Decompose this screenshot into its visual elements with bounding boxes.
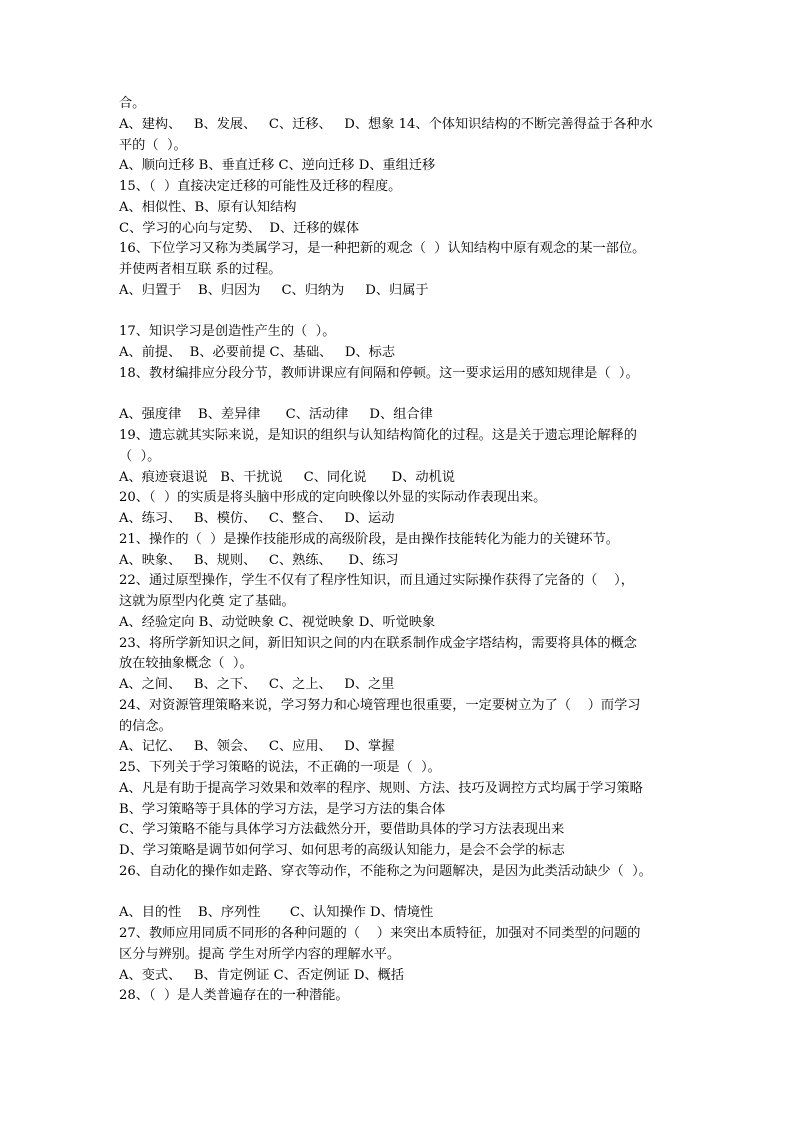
text-line: （ ）。 xyxy=(119,448,161,464)
text-line: 放在较抽象概念（ ）。 xyxy=(119,656,253,672)
text-line: A、归置于 B、归因为 C、归纳为 D、归属于 xyxy=(119,282,429,298)
text-line: 24、对资源管理策略来说，学习努力和心境管理也很重要，一定要树立为了（ ）而学习 xyxy=(119,697,641,713)
text-line: 23、将所学新知识之间，新旧知识之间的内在联系制作成金字塔结构，需要将具体的概念 xyxy=(119,635,637,651)
text-line: 并使两者相互联 系的过程。 xyxy=(119,262,282,277)
text-line: A、练习、 B、模仿、 C、整合、 D、运动 xyxy=(119,511,395,526)
text-line: 16、下位学习又称为类属学习，是一种把新的观念（ ）认知结构中原有观念的某一部位。 xyxy=(119,241,646,257)
text-line: 25、下列关于学习策略的说法，不正确的一项是（ ）。 xyxy=(119,760,441,775)
text-line: D、学习策略是调节如何学习、如何思考的高级认知能力，是会不会学的标志 xyxy=(119,843,565,858)
text-line: A、顺向迁移 B、垂直迁移 C、逆向迁移 D、重组迁移 xyxy=(119,158,436,174)
text-line: A、目的性 B、序列性 C、认知操作 D、情境性 xyxy=(119,905,434,921)
text-line: A、建构、 B、发展、 C、迁移、 D、想象 14、个体知识结构的不断完善得益于各种水 xyxy=(119,116,653,132)
text-line: 平的（ ）。 xyxy=(119,137,187,153)
text-line: A、变式、 B、肯定例证 C、否定例证 D、概括 xyxy=(119,967,405,983)
text-line: 27、教师应用同质不同形的各种问题的（ ）来突出本质特征，加强对不同类型的问题的 xyxy=(119,926,641,941)
text-line: B、学习策略等于具体的学习方法，是学习方法的集合体 xyxy=(119,801,446,817)
text-line: A、痕迹衰退说 B、干扰说 C、同化说 D、动机说 xyxy=(119,469,455,485)
text-line: A、凡是有助于提高学习效果和效率的程序、规则、方法、技巧及调控方式均属于学习策略 xyxy=(119,780,643,796)
text-line: 17、知识学习是创造性产生的（ ）。 xyxy=(119,324,336,340)
text-line: 18、教材编排应分段分节，教师讲课应有间隔和停顿。这一要求运用的感知规律是（ ）。 xyxy=(119,365,639,381)
text-line: 15、（ ）直接决定迁移的可能性及迁移的程度。 xyxy=(119,179,402,194)
text-line: 19、遗忘就其实际来说，是知识的组织与认知结构简化的过程。这是关于遗忘理论解释的 xyxy=(119,428,637,443)
text-line: 22、通过原型操作，学生不仅有了程序性知识，而且通过实际操作获得了完备的（ ）， xyxy=(119,573,634,589)
text-line: C、学习的心向与定势、 D、迁移的媒体 xyxy=(119,220,360,236)
text-line: A、强度律 B、差异律 C、活动律 D、组合律 xyxy=(119,407,433,423)
text-line: 区分与辨别。提高 学生对所学内容的理解水平。 xyxy=(119,946,401,962)
text-line: A、经验定向 B、动觉映象 C、视觉映象 D、听觉映象 xyxy=(119,614,436,630)
document-page xyxy=(119,94,685,1007)
text-line: A、映象、 B、规则、 C、熟练、 D、练习 xyxy=(119,552,399,568)
text-line: A、前提、 B、必要前提 C、基础、 D、标志 xyxy=(119,345,396,360)
text-line: 20、（ ）的实质是将头脑中形成的定向映像以外显的实际动作表现出来。 xyxy=(119,490,547,506)
text-line: 26、自动化的操作如走路、穿衣等动作，不能称之为问题解决，是因为此类活动缺少（ ）。 xyxy=(119,863,652,879)
blank-line xyxy=(119,302,685,323)
text-line: C、学习策略不能与具体学习方法截然分开，要借助具体的学习方法表现出来 xyxy=(119,822,565,838)
text-line: 28、（ ）是人类普遍存在的一种潜能。 xyxy=(119,988,349,1004)
text-line: 这就为原型内化奠 定了基础。 xyxy=(119,594,295,609)
text-line: A、之间、 B、之下、 C、之上、 D、之里 xyxy=(119,677,395,692)
blank-line xyxy=(119,883,685,904)
text-line: A、相似性、B、原有认知结构 xyxy=(119,199,297,215)
text-line: 的信念。 xyxy=(119,718,172,734)
text-line: A、记忆、 B、领会、 C、应用、 D、掌握 xyxy=(119,739,395,755)
text-line: 21、操作的（ ）是操作技能形成的高级阶段，是由操作技能转化为能力的关键环节。 xyxy=(119,531,619,547)
text-line: 合。 xyxy=(119,96,146,111)
blank-line xyxy=(119,385,685,406)
